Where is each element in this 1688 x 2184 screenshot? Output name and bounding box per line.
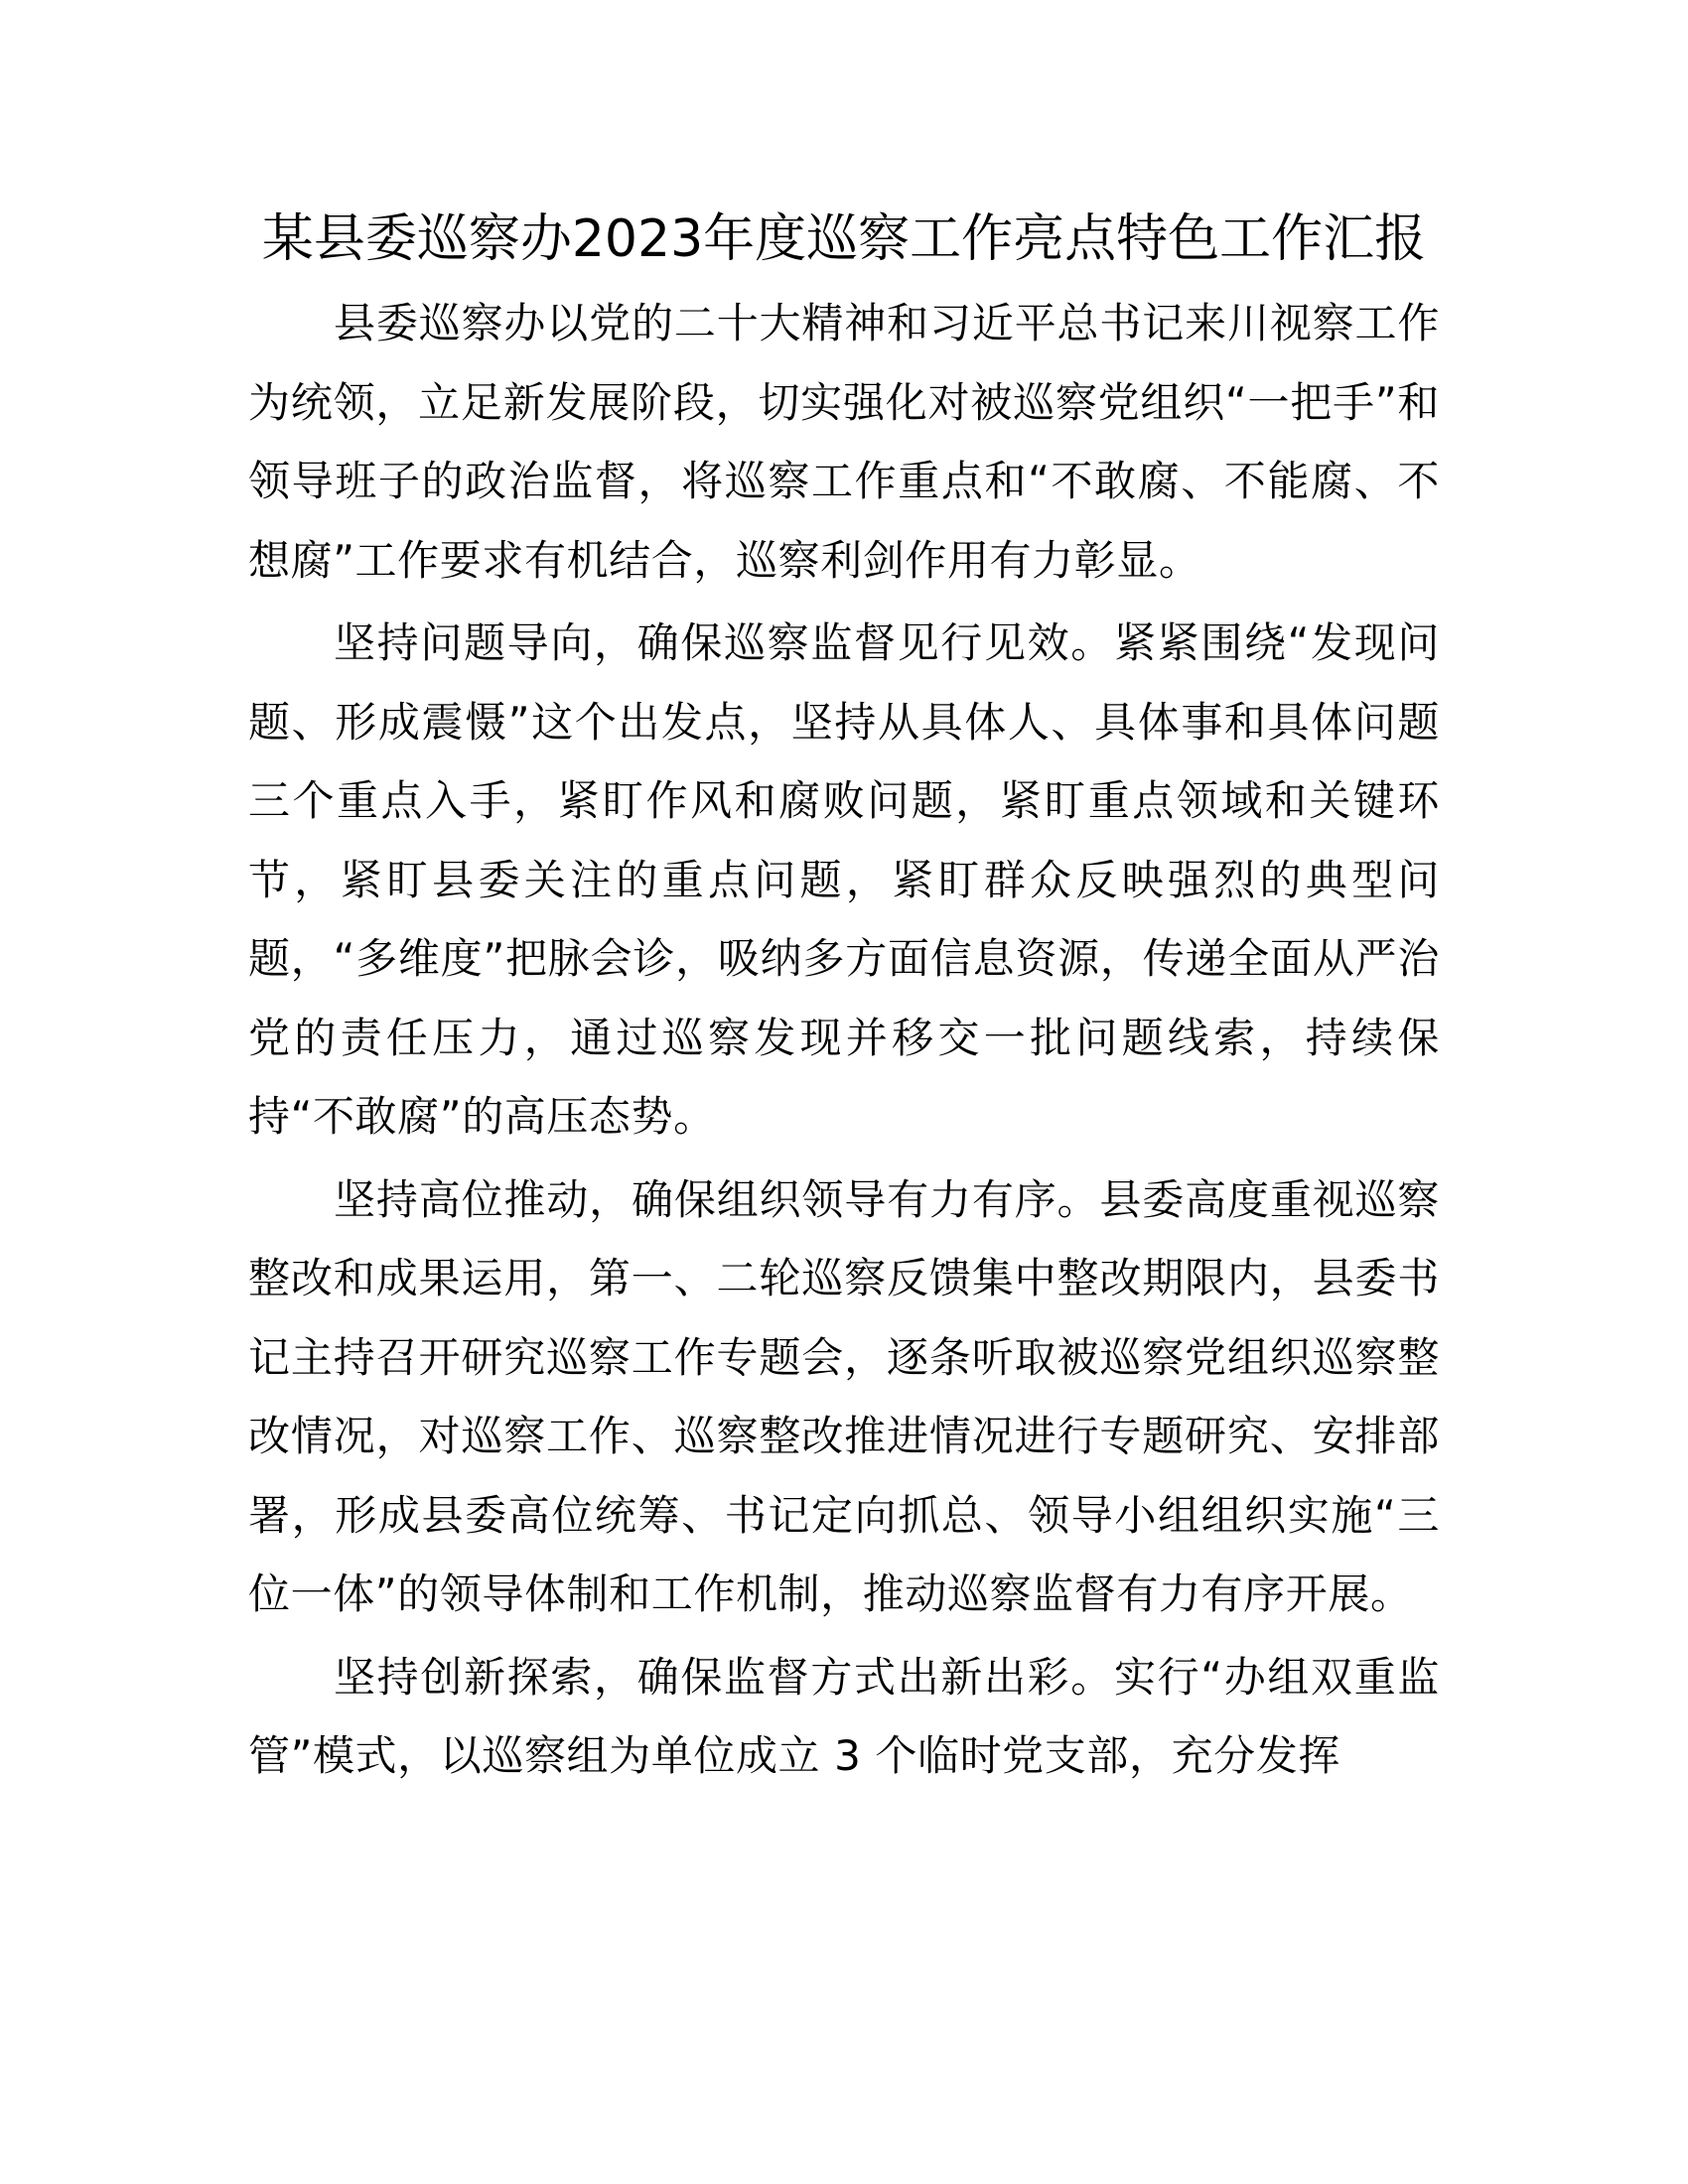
- paragraph-innovation: 坚持创新探索，确保监督方式出新出彩。实行“办组双重监管”模式，以巡察组为单位成立 3 个临时党支部，充分发挥: [248, 1652, 1440, 1780]
- paragraph-high-level-promotion: 坚持高位推动，确保组织领导有力有序。县委高度重视巡察整改和成果运用，第一、二轮巡察反馈集中整改期限内，县委书记主持召开研究巡察工作专题会，逐条听取被巡察党组织巡察整改情况，对巡察工作、巡察整改推进情况进行专题研究、安排部署，形成县委高位统筹、书记定向抓总、领导小组组织实施“三位一体”的领导体制和工作机制，推动巡察监督有力有序开展。: [248, 1174, 1440, 1618]
- document-page: [248, 199, 1440, 1800]
- paragraph-intro: 县委巡察办以党的二十大精神和习近平总书记来川视察工作为统领，立足新发展阶段，切实强化对被巡察党组织“一把手”和领导班子的政治监督，将巡察工作重点和“不敢腐、不能腐、不想腐”工作要求有机结合，巡察利剑作用有力彰显。: [248, 299, 1440, 585]
- document-title: 某县委巡察办2023年度巡察工作亮点特色工作汇报: [261, 209, 1427, 269]
- paragraph-problem-oriented: 坚持问题导向，确保巡察监督见行见效。紧紧围绕“发现问题、形成震慑”这个出发点，坚持从具体人、具体事和具体问题三个重点入手，紧盯作风和腐败问题，紧盯重点领域和关键环节，紧盯县委关注的重点问题，紧盯群众反映强烈的典型问题，“多维度”把脉会诊，吸纳多方面信息资源，传递全面从严治党的责任压力，通过巡察发现并移交一批问题线索，持续保持“不敢腐”的高压态势。: [248, 618, 1440, 1141]
